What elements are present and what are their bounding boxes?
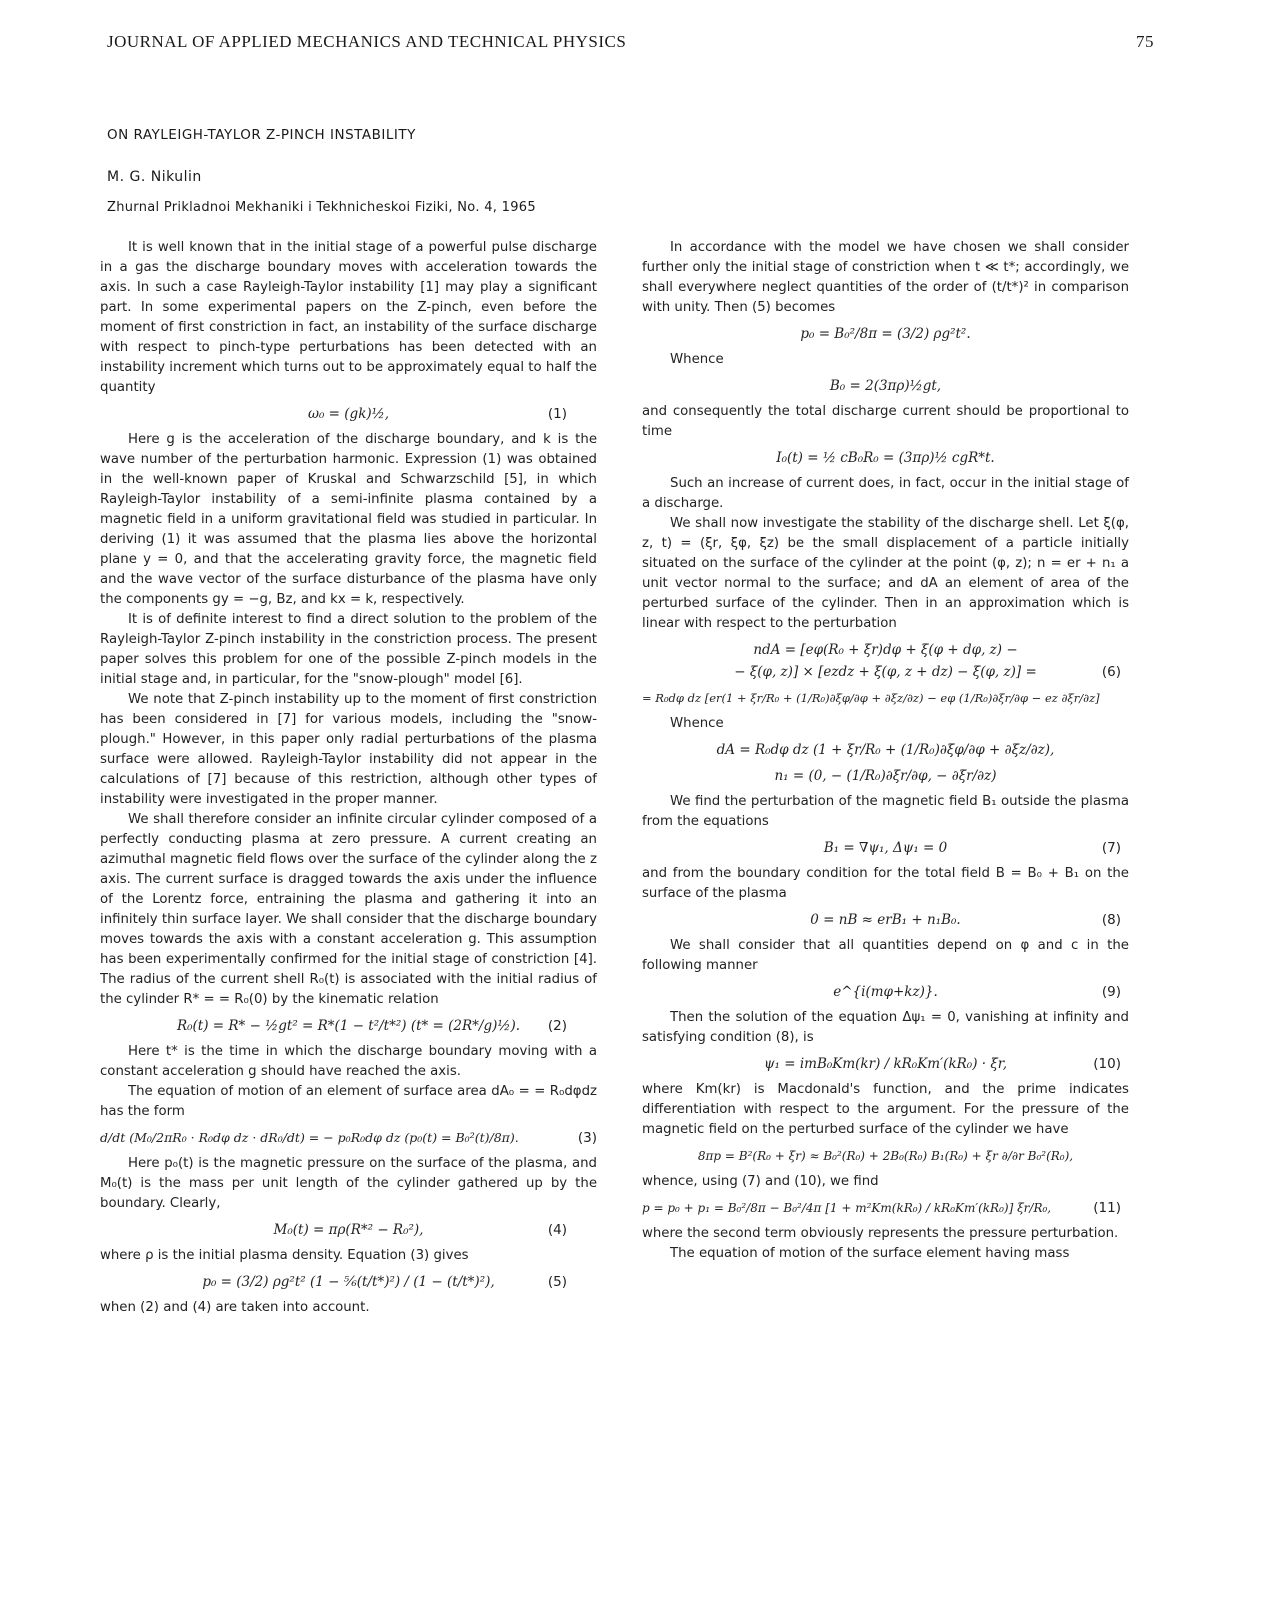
article-author: M. G. Nikulin — [107, 169, 202, 185]
equation-pressure — [642, 1146, 1129, 1166]
equation-text: ψ₁ = imB₀Km(kr) / kR₀Km′(kR₀) · ξr, — [763, 1056, 1008, 1072]
equation-number: (5) — [547, 1274, 567, 1290]
equation-text: 0 = nB ≈ erB₁ + n₁B₀. — [810, 912, 961, 928]
equation-9 — [642, 982, 1129, 1002]
equation-number: (10) — [1093, 1056, 1121, 1072]
paragraph: We shall therefore consider an infinite circular cylinder composed of a perfectly conducting plasma at zero pressure. A current creating an azimuthal magnetic field flows over the surface of the cylinder along the z axis. The current surface is dragged towards the axis under the influence of the Lorentz force, entraining the plasma and gathering it into an infinitely thin surface layer. We shall consider that the discharge boundary moves towards the axis with a constant acceleration g. This assumption has been experimentally confirmed for the initial stage of constriction [4]. The radius of the current shell R₀(t) is associated with the initial radius of the cylinder R* = = R₀(0) by the kinematic relation — [100, 812, 597, 1007]
paragraph: The equation of motion of the surface element having mass — [670, 1246, 1070, 1261]
article-title: ON RAYLEIGH-TAYLOR Z-PINCH INSTABILITY — [107, 127, 416, 143]
equation-n1 — [642, 766, 1129, 786]
paragraph: and from the boundary condition for the total field B = B₀ + B₁ on the surface of the plasma — [642, 866, 1129, 901]
article-source: Zhurnal Prikladnoi Mekhaniki i Tekhnicheskoi Fiziki, No. 4, 1965 — [107, 200, 536, 215]
equation-text: n₁ = (0, − (1/R₀)∂ξr/∂φ, − ∂ξr/∂z) — [774, 768, 997, 784]
equation-text: p = p₀ + p₁ = B₀²/8π − B₀²/4π [1 + m²Km(kR₀) / kR₀Km′(kR₀)] ξr/R₀, — [642, 1201, 1052, 1215]
equation-4 — [100, 1220, 597, 1240]
paragraph: Here p₀(t) is the magnetic pressure on the surface of the plasma, and M₀(t) is the mass per unit length of the cylinder gathered up by the boundary. Clearly, — [100, 1156, 597, 1211]
paragraph: We note that Z-pinch instability up to the moment of first constriction has been considered in [7] for various models, including the "snow-plough." However, in this paper only radial perturbations of the plasma surface were allowed. Rayleigh-Taylor instability did not appear in the calculations of [7] because of this restriction, although other types of instability were investigated in the proper manner. — [100, 692, 597, 807]
equation-number: (11) — [1093, 1200, 1121, 1216]
left-column — [100, 238, 597, 1583]
equation-number: (1) — [547, 406, 567, 422]
whence-label: Whence — [670, 716, 724, 731]
equation-text: − ξ(φ, z)] × [ezdz + ξ(φ, z + dz) − ξ(φ, z)] = — [734, 664, 1037, 680]
equation-text: = R₀dφ dz [er(1 + ξr/R₀ + (1/R₀)∂ξφ/∂φ + ∂ξz/∂z) − eφ (1/R₀)∂ξr/∂φ − ez ∂ξr/∂z] — [642, 691, 1100, 705]
equation-text: ndA = [eφ(R₀ + ξr)dφ + ξ(φ + dφ, z) − — [753, 642, 1018, 658]
equation-current — [642, 448, 1129, 468]
equation-text: B₀ = 2(3πρ)½gt, — [829, 378, 942, 394]
equation-number: (8) — [1101, 912, 1121, 928]
equation-text: 8πp = B²(R₀ + ξr) ≈ B₀²(R₀) + 2B₀(R₀) B₁(R₀) + ξr ∂/∂r B₀²(R₀), — [697, 1149, 1074, 1163]
equation-number: (7) — [1101, 840, 1121, 856]
equation-6-line-3 — [642, 688, 1129, 708]
equation-number: (3) — [577, 1130, 597, 1146]
equation-number: (2) — [547, 1018, 567, 1034]
paragraph: The equation of motion of an element of surface area dA₀ = = R₀dφdz has the form — [100, 1084, 597, 1119]
equation-b0 — [642, 376, 1129, 396]
equation-text: ω₀ = (gk)½, — [307, 406, 390, 422]
equation-text: R₀(t) = R* − ½gt² = R*(1 − t²/t*²) (t* = (2R*/g)½). — [176, 1018, 521, 1034]
paragraph: It is well known that in the initial stage of a powerful pulse discharge in a gas the discharge boundary moves with acceleration towards the axis. In such a case Rayleigh-Taylor instability [1] may play a significant part. In some experimental papers on the Z-pinch, even before the moment of first constriction in fact, an instability of the surface discharge with respect to pinch-type perturbations has been detected with an instability increment which turns out to be approximately equal to half the quantity — [100, 240, 597, 395]
equation-6-line-2 — [642, 662, 1129, 682]
paragraph: Then the solution of the equation Δψ₁ = 0, vanishing at infinity and satisfying condition (8), is — [642, 1010, 1129, 1045]
equation-1 — [100, 404, 597, 424]
right-column — [642, 238, 1129, 1583]
equation-p0 — [642, 324, 1129, 344]
paragraph: where Km(kr) is Macdonald's function, and the prime indicates differentiation with respect to the argument. For the pressure of the magnetic field on the perturbed surface of the cylinder we have — [642, 1082, 1129, 1137]
equation-text: M₀(t) = πρ(R*² − R₀²), — [273, 1222, 424, 1238]
paragraph: when (2) and (4) are taken into account. — [100, 1300, 370, 1315]
page-number: 75 — [1136, 32, 1154, 51]
paragraph: We shall now investigate the stability of the discharge shell. Let ξ(φ, z, t) = (ξr, ξφ, ξz) be the small displacement of a particle initially situated on the surface of the cylinder at the point (φ, z); n = er + n₁ a unit vector normal to the surface; and dA an element of area of the perturbed surface of the cylinder. Then in an approximation which is linear with respect to the perturbation — [642, 516, 1129, 631]
equation-text: e^{i(mφ+kz)}. — [833, 984, 938, 1000]
equation-8 — [642, 910, 1129, 930]
equation-number: (6) — [1101, 664, 1121, 680]
paragraph: where ρ is the initial plasma density. Equation (3) gives — [100, 1248, 469, 1263]
paragraph: We shall consider that all quantities depend on φ and c in the following manner — [642, 938, 1129, 973]
equation-text: p₀ = B₀²/8π = (3/2) ρg²t². — [800, 326, 971, 342]
equation-3 — [100, 1128, 597, 1148]
equation-5 — [100, 1272, 597, 1292]
equation-10 — [642, 1054, 1129, 1074]
equation-7 — [642, 838, 1129, 858]
equation-11 — [642, 1198, 1129, 1218]
whence-label: Whence — [670, 352, 724, 367]
equation-text: dA = R₀dφ dz (1 + ξr/R₀ + (1/R₀)∂ξφ/∂φ + ∂ξz/∂z), — [716, 742, 1055, 758]
running-head — [107, 32, 1154, 52]
equation-2 — [100, 1016, 597, 1036]
journal-name: JOURNAL OF APPLIED MECHANICS AND TECHNICAL PHYSICS — [107, 32, 627, 51]
paragraph: whence, using (7) and (10), we find — [642, 1174, 879, 1189]
equation-number: (4) — [547, 1222, 567, 1238]
paragraph: We find the perturbation of the magnetic field B₁ outside the plasma from the equations — [642, 794, 1129, 829]
paragraph: and consequently the total discharge current should be proportional to time — [642, 404, 1129, 439]
paragraph: It is of definite interest to find a direct solution to the problem of the Rayleigh-Taylor Z-pinch instability in the constriction process. The present paper solves this problem for one of the possible Z-pinch models in the initial stage and, in particular, for the "snow-plough" model [6]. — [100, 612, 597, 687]
paragraph: where the second term obviously represents the pressure perturbation. — [642, 1226, 1119, 1241]
equation-da — [642, 740, 1129, 760]
equation-number: (9) — [1101, 984, 1121, 1000]
paragraph: Such an increase of current does, in fact, occur in the initial stage of a discharge. — [642, 476, 1129, 511]
paragraph: In accordance with the model we have chosen we shall consider further only the initial stage of constriction when t ≪ t*; accordingly, we shall everywhere neglect quantities of the order of (t/t*)² in comparison with unity. Then (5) becomes — [642, 240, 1129, 315]
equation-text: p₀ = (3/2) ρg²t² (1 − ⁵⁄₆(t/t*)²) / (1 − (t/t*)²), — [202, 1274, 495, 1290]
paragraph: Here g is the acceleration of the discharge boundary, and k is the wave number of the perturbation harmonic. Expression (1) was obtained in the well-known paper of Kruskal and Schwarzschild [5], in which Rayleigh-Taylor instability of a semi-infinite plasma contained by a magnetic field in a uniform gravitational field was studied in particular. In deriving (1) it was assumed that the plasma lies above the horizontal plane y = 0, and that the accelerating gravity force, the magnetic field and the wave vector of the surface disturbance of the plasma have only the components gy = −g, Bz, and kx = k, respectively. — [100, 432, 597, 607]
equation-text: I₀(t) = ½ cB₀R₀ = (3πρ)½ cgR*t. — [776, 450, 995, 466]
paragraph: Here t* is the time in which the discharge boundary moving with a constant acceleration g should have reached the axis. — [100, 1044, 597, 1079]
equation-text: B₁ = ∇ψ₁, Δψ₁ = 0 — [823, 840, 948, 856]
equation-6 — [642, 640, 1129, 660]
equation-text: d/dt (M₀/2πR₀ · R₀dφ dz · dR₀/dt) = − p₀R₀dφ dz (p₀(t) = B₀²(t)/8π). — [100, 1130, 519, 1145]
